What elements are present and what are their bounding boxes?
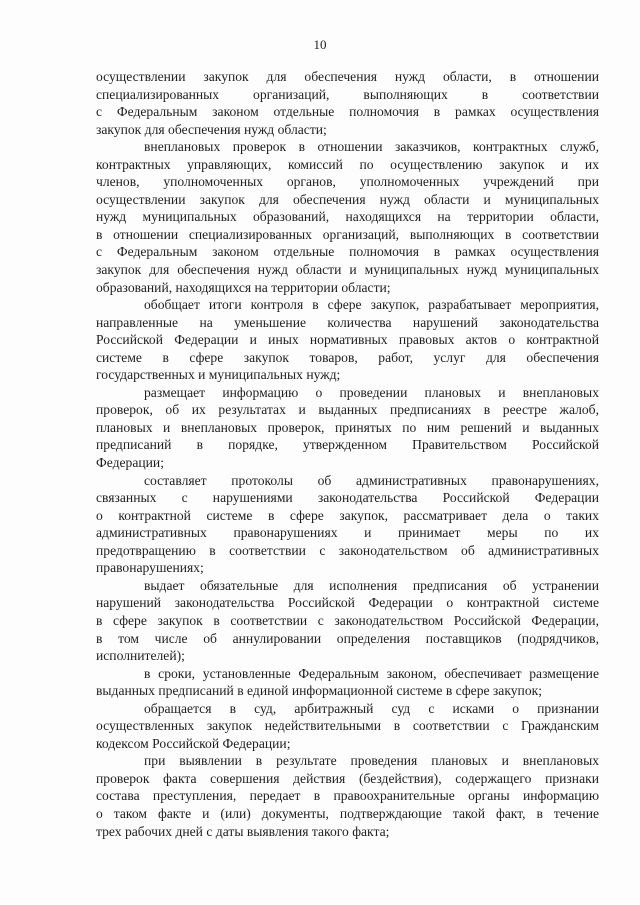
text-line: с Федеральным законом отдельные полномочия в рамках осуществления [96,244,599,260]
text-line: образований, находящихся на территории области; [96,279,391,295]
text-line: выданных предписаний в единой информационной системе в сфере закупок; [96,683,542,699]
text-line: связанных с нарушениями законодательства Российской Федерации [96,490,599,506]
paragraph [96,384,599,472]
paragraph [96,68,599,138]
text-line: исполнителей); [96,648,185,664]
text-line: осуществлении закупок для обеспечения нужд области, в отношении [96,69,599,84]
text-line: осуществленных закупок недействительными в соответствии с Гражданским [96,718,599,734]
document-body [96,68,599,840]
text-line: осуществлении закупок для обеспечения нужд области и муниципальных [96,191,599,207]
paragraph [96,577,599,665]
paragraph [96,665,599,700]
paragraph [96,138,599,296]
text-line: кодексом Российской Федерации; [96,735,291,751]
text-line: Федерации; [96,455,164,471]
paragraph [96,296,599,384]
paragraph [96,472,599,577]
text-line: выдает обязательные для исполнения предписания об устранении [144,577,599,593]
text-line: нужд муниципальных образований, находящихся на территории области, [96,209,599,225]
text-line: внеплановых проверок в отношении заказчиков, контрактных служб, [144,139,599,155]
paragraph [96,700,599,753]
text-line: в том числе об аннулировании определения поставщиков (подрядчиков, [96,630,599,646]
text-line: Российской Федерации и иных нормативных правовых актов о контрактной [96,332,599,348]
text-line: правонарушениях; [96,560,204,576]
text-line: состава преступления, передает в правоохранительные органы информацию [96,788,599,804]
text-line: в сроки, установленные Федеральным законом, обеспечивает размещение [144,665,599,681]
page-number: 10 [313,37,327,52]
text-line: государственных и муниципальных нужд; [96,367,341,383]
text-line: составляет протоколы об административных правонарушениях, [144,472,599,488]
text-line: плановых и внеплановых проверок, принятых по ним решений и выданных [96,419,599,435]
text-line: трех рабочих дней с даты выявления такого факта; [96,823,390,839]
text-line: с Федеральным законом отдельные полномочия в рамках осуществления [96,104,599,120]
text-line: обращается в суд, арбитражный суд с исками о признании [144,700,599,716]
text-line: при выявлении в результате проведения плановых и внеплановых [144,753,599,769]
paragraph [96,752,599,840]
text-line: проверок факта совершения действия (бездействия), содержащего признаки [96,770,599,786]
text-line: специализированных организаций, выполняющих в соответствии [96,86,599,102]
text-line: обобщает итоги контроля в сфере закупок, разрабатывает мероприятия, [144,297,599,313]
text-line: о таком факте и (или) документы, подтверждающие такой факт, в течение [96,805,599,821]
text-line: административных правонарушениях и принимает меры по их [96,525,599,541]
text-line: системе в сфере закупок товаров, работ, услуг для обеспечения [96,349,599,365]
text-line: закупок для обеспечения нужд области; [96,121,327,137]
text-line: контрактных управляющих, комиссий по осуществлению закупок и их [96,156,599,172]
text-line: направленные на уменьшение количества нарушений законодательства [96,314,599,330]
text-line: закупок для обеспечения нужд области и муниципальных нужд муниципальных [96,262,599,278]
text-line: нарушений законодательства Российской Федерации о контрактной системе [96,595,599,611]
text-line: в сфере закупок в соответствии с законодательством Российской Федерации, [96,612,599,628]
text-line: размещает информацию о проведении плановых и внеплановых [144,384,599,400]
text-line: предотвращению в соответствии с законодательством об административных [96,542,599,558]
text-line: проверок, об их результатах и выданных предписаниях в реестре жалоб, [96,402,599,418]
text-line: в отношении специализированных организаций, выполняющих в соответствии [96,226,599,242]
text-line: о контрактной системе в сфере закупок, рассматривает дела о таких [96,507,599,523]
text-line: членов, уполномоченных органов, уполномоченных учреждений при [96,174,599,190]
text-line: предписаний в порядке, утвержденном Правительством Российской [96,437,599,453]
